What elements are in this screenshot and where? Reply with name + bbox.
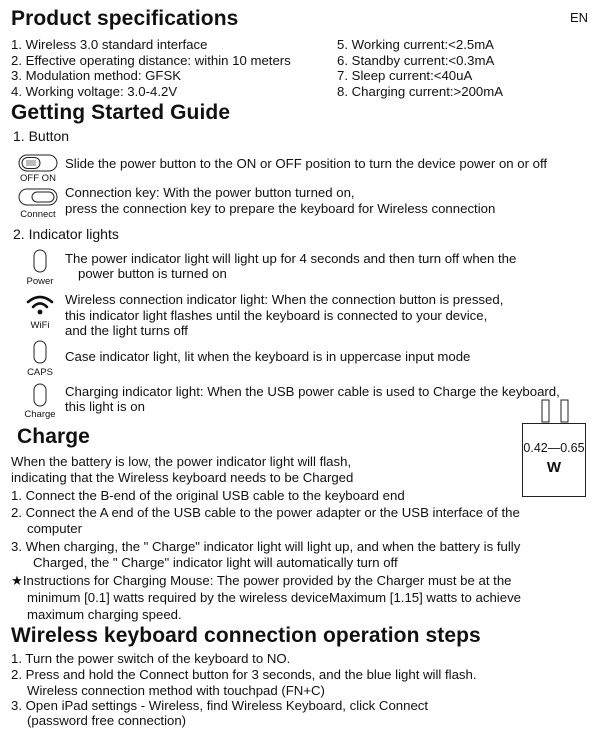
connection-title: Wireless keyboard connection operation steps xyxy=(11,624,481,647)
charge-title: Charge xyxy=(17,425,90,448)
caps-indicator-icon xyxy=(33,340,47,364)
connection-step: 3. Open iPad settings - Wireless, find Wireless Keyboard, click Connect xyxy=(11,698,429,713)
charge-step: 3. When charging, the " Charge" indicator light will light up, and when the battery is fully xyxy=(11,539,521,554)
charge-intro: When the battery is low, the power indicator light will flash, xyxy=(11,454,352,469)
wifi-indicator-text: Wireless connection indicator light: When the connection button is pressed, xyxy=(65,292,504,307)
wifi-indicator-text: this indicator light flashes until the keyboard is connected to your device, xyxy=(65,308,488,323)
charge-step: 2. Connect the A end of the USB cable to the power adapter or the USB interface of the xyxy=(11,505,520,520)
spec-title: Product specifications xyxy=(11,7,239,30)
connect-key-label: Connect xyxy=(20,209,56,220)
charge-note: minimum [0.1] watts required by the wireless deviceMaximum [1.15] watts to achieve xyxy=(27,590,521,605)
indicator-heading: 2. Indicator lights xyxy=(13,226,119,242)
power-indicator-label: Power xyxy=(26,276,54,287)
connect-key-text: press the connection key to prepare the keyboard for Wireless connection xyxy=(65,201,496,216)
power-switch-label: OFF ON xyxy=(20,173,56,184)
caps-indicator-label: CAPS xyxy=(27,367,53,378)
charge-indicator-label: Charge xyxy=(24,409,56,420)
language-code: EN xyxy=(570,10,589,25)
adapter-power-unit: W xyxy=(546,459,562,476)
charge-indicator-text: Charging indicator light: When the USB power cable is used to Charge the keyboard, xyxy=(65,384,560,399)
charge-indicator-icon xyxy=(33,383,47,407)
spec-item: 4. Working voltage: 3.0-4.2V xyxy=(11,84,178,99)
connection-step: (password free connection) xyxy=(27,713,187,728)
spec-item: 3. Modulation method: GFSK xyxy=(11,68,182,83)
wifi-icon xyxy=(26,294,54,316)
connect-key-icon xyxy=(18,188,58,206)
spec-item: 5. Working current:<2.5mA xyxy=(337,37,494,52)
button-heading: 1. Button xyxy=(13,128,70,144)
charge-note: maximum charging speed. xyxy=(27,607,182,622)
power-indicator-icon xyxy=(33,249,47,273)
power-indicator-text: The power indicator light will light up for 4 seconds and then turn off when the xyxy=(65,251,517,266)
spec-item: 7. Sleep current:<40uA xyxy=(337,68,473,83)
charge-note: ★Instructions for Charging Mouse: The power provided by the Charger must be at the xyxy=(11,573,512,588)
spec-item: 2. Effective operating distance: within 10 meters xyxy=(11,53,291,68)
spec-item: 1. Wireless 3.0 standard interface xyxy=(11,37,208,52)
adapter-power-range: 0.42—0.65 xyxy=(523,441,585,455)
power-indicator-text: power button is turned on xyxy=(78,266,227,281)
power-switch-icon xyxy=(18,154,58,172)
spec-item: 8. Charging current:>200mA xyxy=(337,84,504,99)
connection-step: 1. Turn the power switch of the keyboard to NO. xyxy=(11,651,291,666)
charge-intro: indicating that the Wireless keyboard needs to be Charged xyxy=(11,470,354,485)
power-adapter-plug-icon xyxy=(538,398,572,426)
connect-key-text: Connection key: With the power button turned on, xyxy=(65,185,355,200)
connection-step: 2. Press and hold the Connect button for 3 seconds, and the blue light will flash. xyxy=(11,667,477,682)
spec-item: 6. Standby current:<0.3mA xyxy=(337,53,495,68)
connection-step: Wireless connection method with touchpad (FN+C) xyxy=(27,683,325,698)
charge-step: 1. Connect the B-end of the original USB cable to the keyboard end xyxy=(11,488,405,503)
power-switch-text: Slide the power button to the ON or OFF position to turn the device power on or off xyxy=(65,156,548,171)
guide-title: Getting Started Guide xyxy=(11,101,231,124)
wifi-indicator-label: WiFi xyxy=(30,320,50,331)
charge-step: computer xyxy=(27,521,82,536)
caps-indicator-text: Case indicator light, lit when the keyboard is in uppercase input mode xyxy=(65,349,471,364)
wifi-indicator-text: and the light turns off xyxy=(65,323,188,338)
charge-step: Charged, the " Charge" indicator light will automatically turn off xyxy=(33,555,398,570)
charge-indicator-text: this light is on xyxy=(65,399,145,414)
